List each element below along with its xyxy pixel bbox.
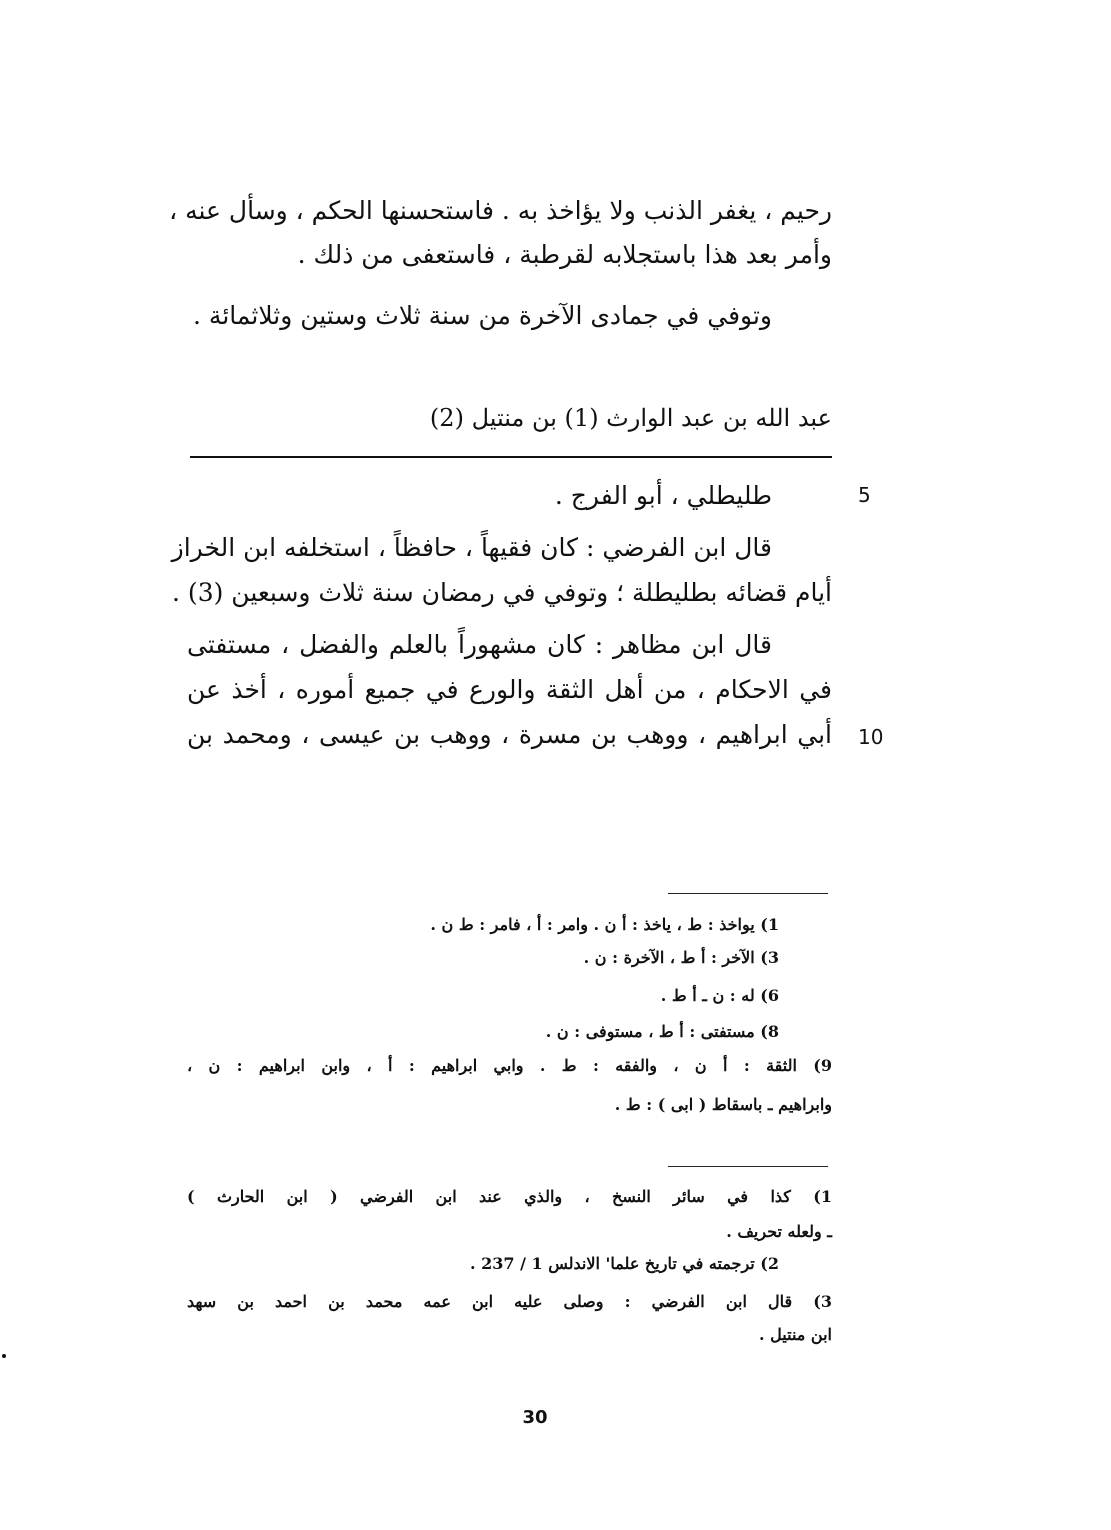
variant-note-6: 6) له : ن ـ أ ط . [660,986,779,1005]
entry-heading: عبد الله بن عبد الوارث (1) بن منتيل (2) [429,404,832,432]
variant-note-9-cont: وابراهيم ـ باسقاط ( ابى ) : ط . [614,1095,832,1114]
footnote-3-cont: ابن منتيل . [759,1325,832,1344]
text-line-2: وأمر بعد هذا باستجلابه لقرطبة ، فاستعفى من ذلك . [297,240,832,269]
body-line-6: أبي ابراهيم ، ووهب بن مسرة ، ووهب بن عيسى ، ومحمد بن [187,720,832,749]
text-line-1: رحيم ، يغفر الذنب ولا يؤاخذ به . فاستحسنها الحكم ، وسأل عنه ، [169,196,832,225]
variant-note-3: 3) الآخر : أ ط ، الآخرة : ن . [583,948,779,967]
body-line-4: قال ابن مظاهر : كان مشهوراً بالعلم والفضل ، مستفتى [187,630,772,659]
variant-note-1: 1) يواخذ : ط ، ياخذ : أ ن . وامر : أ ، فامر : ط ن . [430,915,779,934]
variants-rule [668,893,828,894]
footnote-1-cont: ـ ولعله تحريف . [726,1222,832,1241]
body-line-2: قال ابن الفرضي : كان فقيهاً ، حافظاً ، استخلفه ابن الخراز [171,533,772,562]
line-number-10: 10 [858,725,884,749]
footnote-1: 1) كذا في سائر النسخ ، والذي عند ابن الفرضي ( ابن الحارث ) [187,1187,832,1206]
body-line-5: في الاحكام ، من أهل الثقة والورع في جميع أموره ، أخذ عن [187,675,832,704]
page-number: 30 [522,1407,548,1428]
footnote-2: 2) ترجمته في تاريخ علما' الاندلس 1 / 237 . [469,1254,779,1273]
body-line-3: أيام قضائه بطليطلة ؛ وتوفي في رمضان سنة ثلاث وسبعين (3) . [172,578,832,607]
footnotes-rule [668,1166,828,1167]
heading-underline [190,456,832,458]
line-number-5: 5 [858,483,871,507]
variant-note-8: 8) مستفتى : أ ط ، مستوفى : ن . [545,1022,779,1041]
body-line-1: طليطلي ، أبو الفرج . [554,481,772,510]
text-line-3: وتوفي في جمادى الآخرة من سنة ثلاث وستين وثلاثمائة . [193,301,772,330]
scan-speck [2,1354,6,1358]
footnote-3: 3) قال ابن الفرضي : وصلى عليه ابن عمه محمد بن احمد بن سهد [187,1292,832,1311]
variant-note-9: 9) الثقة : أ ن ، والفقه : ط . وابي ابراهيم : أ ، وابن ابراهيم : ن ، [187,1056,832,1075]
